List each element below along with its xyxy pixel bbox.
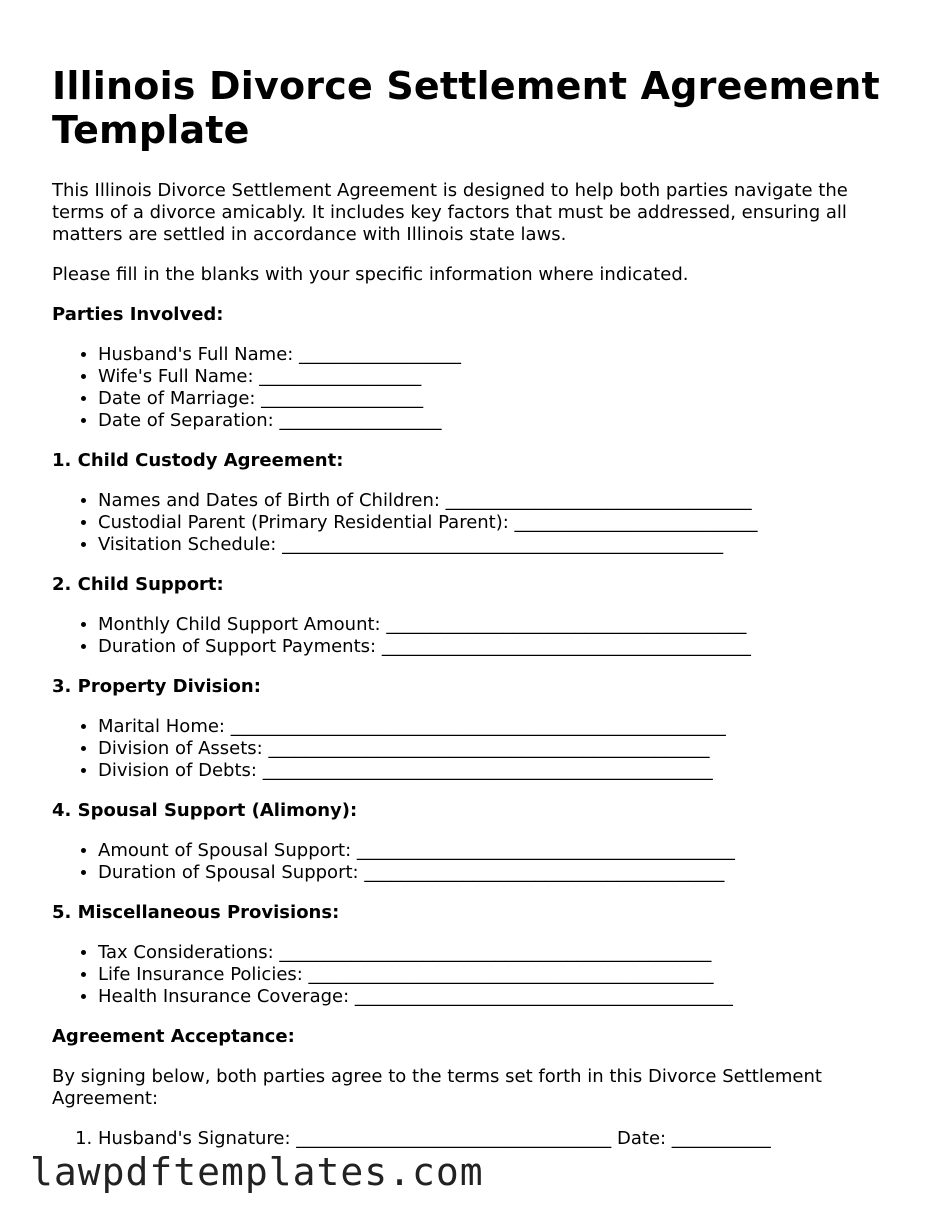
list-item: • Amount of Spousal Support: __________________________________________	[98, 840, 892, 862]
list-item: • Husband's Full Name: __________________	[98, 344, 892, 366]
support-heading: 2. Child Support:	[52, 574, 224, 595]
list-item: 1. Husband's Signature: ___________________________________ Date: ___________	[98, 1128, 892, 1150]
list-item: • Date of Marriage: __________________	[98, 388, 892, 410]
acceptance-paragraph: By signing below, both parties agree to the terms set forth in this Divorce Settlement Agreement:	[52, 1066, 822, 1109]
page-title: Illinois Divorce Settlement Agreement Template	[52, 64, 880, 152]
list-item: • Tax Considerations: ________________________________________________	[98, 942, 892, 964]
document-page	[52, 64, 892, 1168]
misc-heading: 5. Miscellaneous Provisions:	[52, 902, 340, 923]
list-item: • Custodial Parent (Primary Residential Parent): ___________________________	[98, 512, 892, 534]
property-list	[52, 716, 892, 782]
misc-list	[52, 942, 892, 1008]
list-item: • Duration of Support Payments: _________________________________________	[98, 636, 892, 658]
list-item: • Wife's Full Name: __________________	[98, 366, 892, 388]
support-list	[52, 614, 892, 658]
list-item: • Division of Assets: _________________________________________________	[98, 738, 892, 760]
custody-heading: 1. Child Custody Agreement:	[52, 450, 344, 471]
list-item: • Marital Home: _______________________________________________________	[98, 716, 892, 738]
list-item: • Division of Debts: __________________________________________________	[98, 760, 892, 782]
list-item: • Date of Separation: __________________	[98, 410, 892, 432]
list-item: • Health Insurance Coverage: __________________________________________	[98, 986, 892, 1008]
property-heading: 3. Property Division:	[52, 676, 261, 697]
spousal-list	[52, 840, 892, 884]
watermark: lawpdftemplates.com	[30, 1150, 484, 1194]
custody-list	[52, 490, 892, 556]
parties-heading: Parties Involved:	[52, 304, 224, 325]
acceptance-heading: Agreement Acceptance:	[52, 1026, 295, 1047]
spousal-heading: 4. Spousal Support (Alimony):	[52, 800, 358, 821]
list-item: • Names and Dates of Birth of Children: __________________________________	[98, 490, 892, 512]
list-item: • Monthly Child Support Amount: ________________________________________	[98, 614, 892, 636]
signature-list	[52, 1128, 892, 1150]
list-item: • Visitation Schedule: _________________________________________________	[98, 534, 892, 556]
list-item: • Life Insurance Policies: _____________________________________________	[98, 964, 892, 986]
instruction-paragraph: Please fill in the blanks with your specific information where indicated.	[52, 264, 689, 285]
list-item: • Duration of Spousal Support: ________________________________________	[98, 862, 892, 884]
parties-list	[52, 344, 892, 432]
intro-paragraph: This Illinois Divorce Settlement Agreement is designed to help both parties navigate the terms of a divorce amicably. It includes key factors that must be addressed, ensuring all matters are settled in accordance with Illinois state laws.	[52, 180, 848, 245]
